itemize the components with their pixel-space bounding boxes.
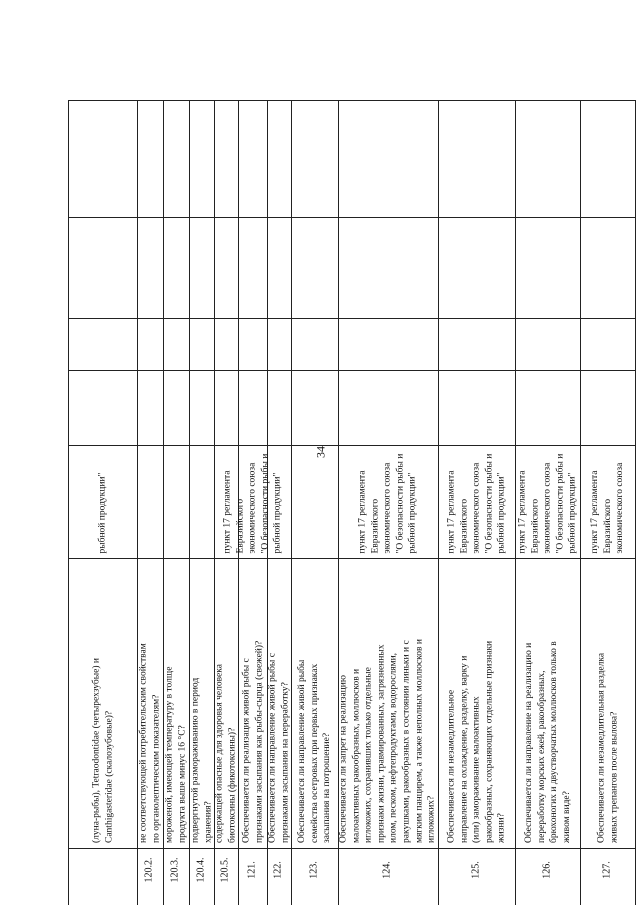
question-cell-line: Обеспечивается ли реализация живой рыбы с (240, 658, 251, 843)
question-cell (338, 558, 438, 848)
question-cell (163, 558, 189, 848)
question-cell-line: брюхоногих и двустворчатых моллюсков только в (548, 641, 559, 843)
question-cell-line: продукта выше минус 16 °С? (177, 725, 187, 843)
reference-cell-line: Евразийского (370, 498, 381, 553)
row-number: 123. (308, 861, 320, 879)
question-cell-line: признаками засыпания как рыбы-сырца (свежей)? (253, 640, 264, 843)
question-cell (68, 558, 137, 848)
question-cell-line: хранения? (202, 801, 213, 843)
question-cell (291, 558, 338, 848)
question-cell (580, 558, 635, 848)
reference-cell-line: пункт 17 регламента (222, 470, 233, 553)
question-cell-line: переработку морских ежей, ракообразных, (535, 670, 546, 843)
reference-cell-line: Евразийского (602, 498, 613, 553)
question-cell-line: Обеспечивается ли направление живой рыбы с (267, 653, 278, 843)
reference-cell-line: рыбной продукции" (97, 472, 108, 553)
reference-cell-line: "О безопасности рыбы и (395, 453, 406, 553)
page-number: 34 (313, 446, 328, 458)
row-number: 120.2. (143, 857, 155, 883)
question-cell (515, 558, 580, 848)
reference-cell-line: Евразийского (234, 498, 245, 553)
question-cell-line: илом, песком, нефтепродуктами, водорослями, (389, 652, 399, 843)
reference-cell-line: рыбной продукции" (407, 472, 418, 553)
row-number: 124. (381, 861, 393, 879)
question-cell-line: семейства осетровых при первых признаках (309, 663, 320, 843)
question-cell-line: (луна-рыбы), Tetraodontidae (четырехзубые) и (90, 658, 101, 843)
question-cell-line: не соответствующей потребительским свойствам (138, 643, 149, 843)
column-separator (68, 217, 636, 218)
question-cell (438, 558, 515, 848)
reference-cell-line: рыбной продукции" (567, 472, 578, 553)
question-cell-line: Обеспечивается ли незамедлительная разделка (595, 652, 606, 843)
reference-cell-line: пункт 17 регламента (517, 470, 528, 553)
question-cell (238, 558, 267, 848)
reference-cell-line: "О безопасности рыбы и (483, 453, 494, 553)
question-cell-line: Canthigasteridae (скалозубовые)? (103, 710, 114, 843)
row-number: 120.5. (219, 857, 231, 883)
question-cell-line: иглокожих, сохранивших только отдельные (363, 667, 374, 843)
row-number: 120.3. (169, 857, 181, 883)
question-cell-line: подвергнутой размораживанию в период (189, 677, 200, 843)
question-cell-line: ракушками, ракообразных в состоянии линьки и с (401, 640, 412, 843)
question-cell-line: Обеспечивается ли направление живой рыбы (296, 659, 307, 843)
row-separator (635, 100, 636, 905)
reference-cell-line: рыбной продукции" (496, 472, 507, 553)
reference-cell-line: экономического союза (247, 462, 258, 553)
question-cell (267, 558, 291, 848)
question-cell-line: мороженой, имеющей температуру в толще (164, 666, 175, 843)
question-cell-line: признаками засыпания на переработку? (280, 682, 290, 843)
question-cell-line: Обеспечивается ли незамедлительное (446, 689, 457, 843)
reference-cell-line: пункт 17 регламента (446, 470, 457, 553)
question-cell-line: малоактивных ракообразных, моллюсков и (351, 668, 362, 843)
row-number: 121. (246, 861, 258, 879)
reference-cell (580, 445, 635, 558)
question-cell-line: жизни? (496, 813, 507, 843)
question-cell-line: Обеспечивается ли направление на реализацию и (523, 642, 534, 843)
reference-cell-line: экономического союза (542, 462, 553, 553)
reference-cell-line: "О безопасности рыбы и (259, 453, 270, 553)
reference-cell (68, 445, 137, 558)
question-cell-line: живом виде? (561, 791, 572, 843)
question-cell-line: (или) замораживание малоактивных (471, 696, 482, 843)
question-cell-line: биотоксины (фикотоксины)? (227, 727, 237, 843)
question-cell-line: мягким панцирем, а также неполных моллюсков и (414, 639, 425, 843)
row-number: 125. (470, 861, 482, 879)
question-cell-line: признаки жизни, травмированных, загрязненных (376, 644, 387, 843)
question-cell (189, 558, 214, 848)
question-cell (214, 558, 238, 848)
reference-cell-line: "О безопасности рыбы и (554, 453, 565, 553)
question-cell-line: живых трепангов после вылова? (608, 711, 619, 843)
column-separator (68, 318, 636, 319)
reference-cell (438, 445, 515, 558)
question-cell-line: направление на охлаждение, разделку, варку и (458, 655, 469, 843)
question-cell-line: содержащей опасные для здоровья человека (214, 664, 225, 843)
question-cell (137, 558, 163, 848)
column-separator (68, 370, 636, 371)
reference-cell-line: Евразийского (529, 498, 540, 553)
question-cell-line: по органолептическим показателям? (151, 694, 161, 843)
question-cell-line: Обеспечивается ли запрет на реализацию (338, 675, 349, 843)
reference-cell (338, 445, 438, 558)
reference-cell-line: пункт 17 регламента (589, 470, 600, 553)
reference-cell-line: экономического союза (614, 462, 625, 553)
reference-cell-line: экономического союза (471, 462, 482, 553)
reference-cell-line: экономического союза (382, 462, 393, 553)
column-separator (68, 100, 636, 101)
reference-cell (222, 445, 283, 558)
row-number: 127. (601, 861, 613, 879)
checklist-table (40, 0, 625, 905)
reference-cell-line: рыбной продукции" (272, 472, 283, 553)
row-number: 120.4. (195, 857, 207, 883)
row-number: 122. (272, 861, 284, 879)
question-cell-line: ракообразных, сохраняющих отдельные признаки (483, 640, 494, 843)
question-cell-line: иглокожих? (426, 795, 437, 843)
reference-cell-line: Евразийского (458, 498, 469, 553)
row-number: 126. (541, 861, 553, 879)
question-cell-line: засыпания на потрошение? (321, 732, 332, 843)
reference-cell (515, 445, 580, 558)
reference-cell-line: пункт 17 регламента (357, 470, 368, 553)
